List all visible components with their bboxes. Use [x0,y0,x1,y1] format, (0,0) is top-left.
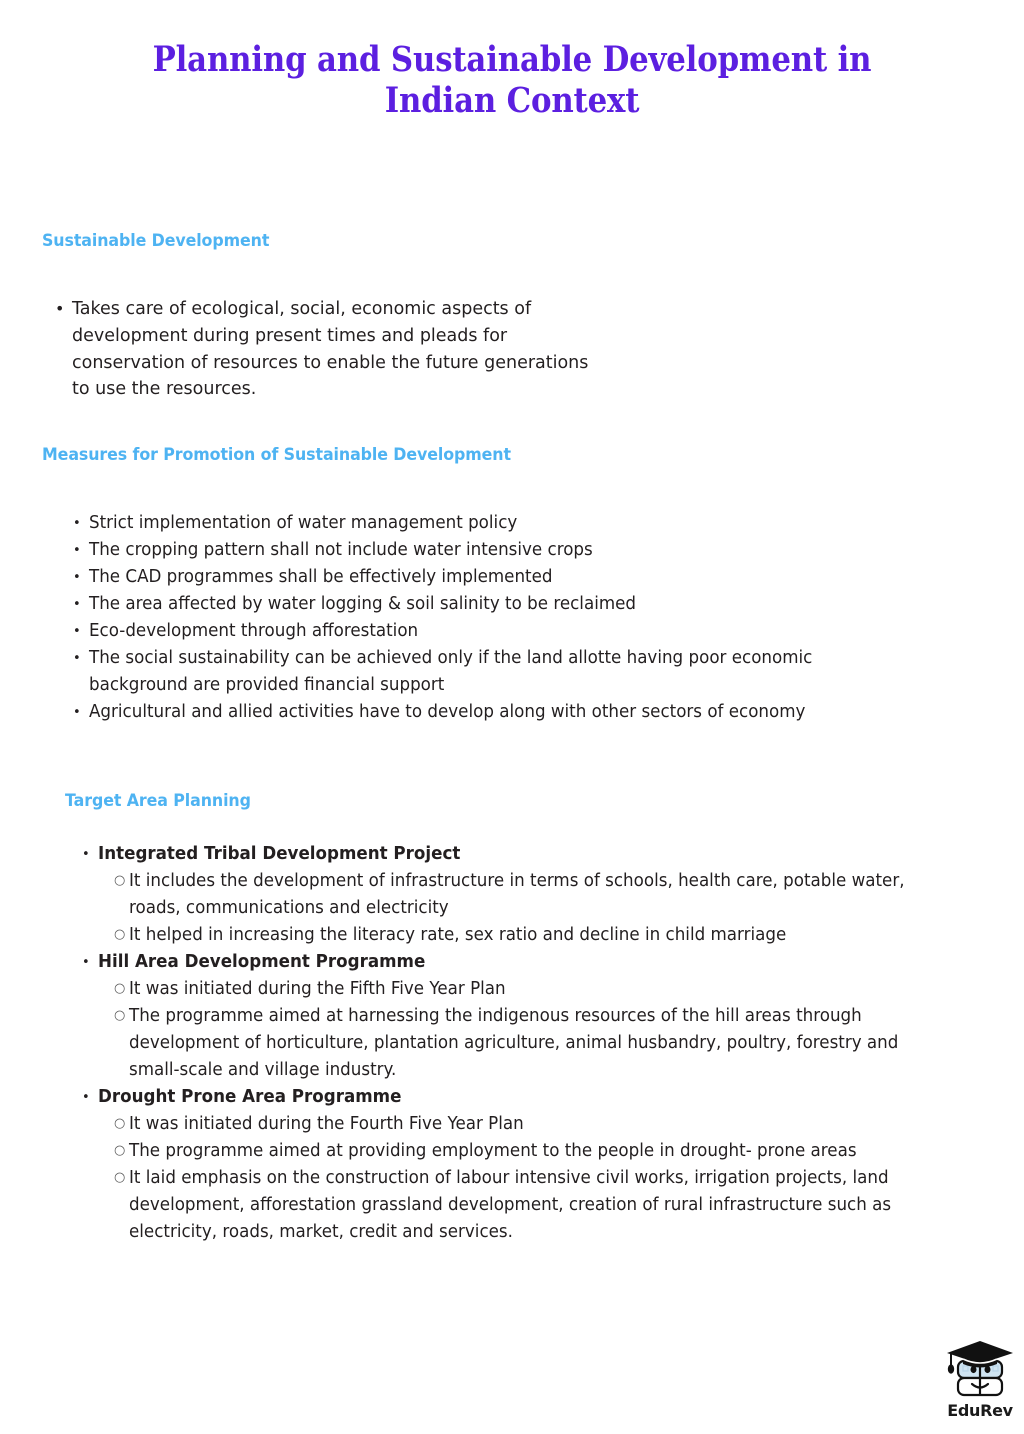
programme-name [98,1084,962,1111]
edurev-logo [941,1337,1019,1429]
list-item [55,296,595,403]
list-item-text: Strict implementation of water management policy [89,513,518,533]
page-title [61,40,962,122]
programme-name [98,841,962,868]
programme-detail-list [98,1111,962,1246]
list-item-text: Eco-development through afforestation [89,621,419,641]
list-item-text: Agricultural and allied activities have to develop along with other sectors of economy [89,702,806,722]
list-item-text: The programme aimed at harnessing the indigenous resources of the hill areas through development of horticulture, plantation agriculture, animal husbandry, poultry, forestry and small-scale and village industry. [129,1006,899,1080]
page-title-line-2: Indian Context [384,79,640,121]
disc-bullet-icon: • [73,543,81,558]
disc-bullet-icon: • [73,624,81,639]
list-item [98,922,962,949]
list-item-text: Takes care of ecological, social, economic aspects of development during present times and pleads for conservation of resources to enable the future generations to use the resources. [72,299,589,400]
list-item-text: It includes the development of infrastructure in terms of schools, health care, potable water, roads, communications and electricity [129,871,905,918]
list-item-text: It was initiated during the Fifth Five Year Plan [129,979,506,999]
list-item [73,699,933,726]
list-item [73,510,933,537]
disc-bullet-icon: • [82,1090,90,1105]
programme-detail-list [98,868,962,949]
sustainable-development-list [55,296,595,403]
circle-bullet-icon: ○ [114,927,126,942]
programme-detail-list [98,976,962,1084]
circle-bullet-icon: ○ [114,1143,126,1158]
list-item-text: The cropping pattern shall not include water intensive crops [89,540,593,560]
circle-bullet-icon: ○ [114,981,126,996]
list-item-text: It helped in increasing the literacy rate, sex ratio and decline in child marriage [129,925,787,945]
disc-bullet-icon: • [73,651,81,666]
section-heading-sustainable-development: Sustainable Development [42,231,270,250]
list-item-text: The social sustainability can be achieved only if the land allotte having poor economic background are provided financial support [89,648,813,695]
list-item [82,1084,962,1246]
disc-bullet-icon: • [73,516,81,531]
list-item [73,564,933,591]
disc-bullet-icon: • [55,299,65,318]
list-item [98,868,962,922]
list-item [73,618,933,645]
circle-bullet-icon: ○ [114,873,126,888]
list-item [73,537,933,564]
list-item [98,1138,962,1165]
programme-name [98,949,962,976]
list-item-text: It laid emphasis on the construction of labour intensive civil works, irrigation projects, land development, afforestation grassland development, creation of rural infrastructure such as electricity, roads, market, credit and services. [129,1168,892,1242]
section-heading-target-area-planning: Target Area Planning [65,791,251,810]
bullet-list [55,296,595,403]
programme-name-text: Integrated Tribal Development Project [98,844,461,864]
target-area-planning-list [82,841,962,1246]
list-item-text: It was initiated during the Fourth Five Year Plan [129,1114,524,1134]
disc-bullet-icon: • [73,597,81,612]
edurev-wordmark: EduRev [947,1401,1013,1420]
measures-list [73,510,933,726]
list-item-text: The area affected by water logging & soil salinity to be reclaimed [89,594,637,614]
list-item-text: The CAD programmes shall be effectively implemented [89,567,553,587]
list-item [98,976,962,1003]
page-title-line-1: Planning and Sustainable Development in [152,39,872,80]
programme-name-text: Drought Prone Area Programme [98,1087,402,1107]
disc-bullet-icon: • [82,847,90,862]
circle-bullet-icon: ○ [114,1008,126,1023]
list-item [82,841,962,949]
section-heading-measures-for-promotion: Measures for Promotion of Sustainable Development [42,445,511,464]
bullet-list [73,510,933,726]
disc-bullet-icon: • [82,955,90,970]
list-item-text: The programme aimed at providing employment to the people in drought- prone areas [129,1141,857,1161]
circle-bullet-icon: ○ [114,1170,126,1185]
list-item [73,645,933,699]
disc-bullet-icon: • [73,570,81,585]
programme-name-text: Hill Area Development Programme [98,952,426,972]
edurev-mascot-icon [941,1337,1019,1403]
list-item [98,1111,962,1138]
list-item [73,591,933,618]
circle-bullet-icon: ○ [114,1116,126,1131]
list-item [82,949,962,1084]
list-item [98,1003,962,1084]
list-item [98,1165,962,1246]
programme-list [82,841,962,1246]
disc-bullet-icon: • [73,705,81,720]
